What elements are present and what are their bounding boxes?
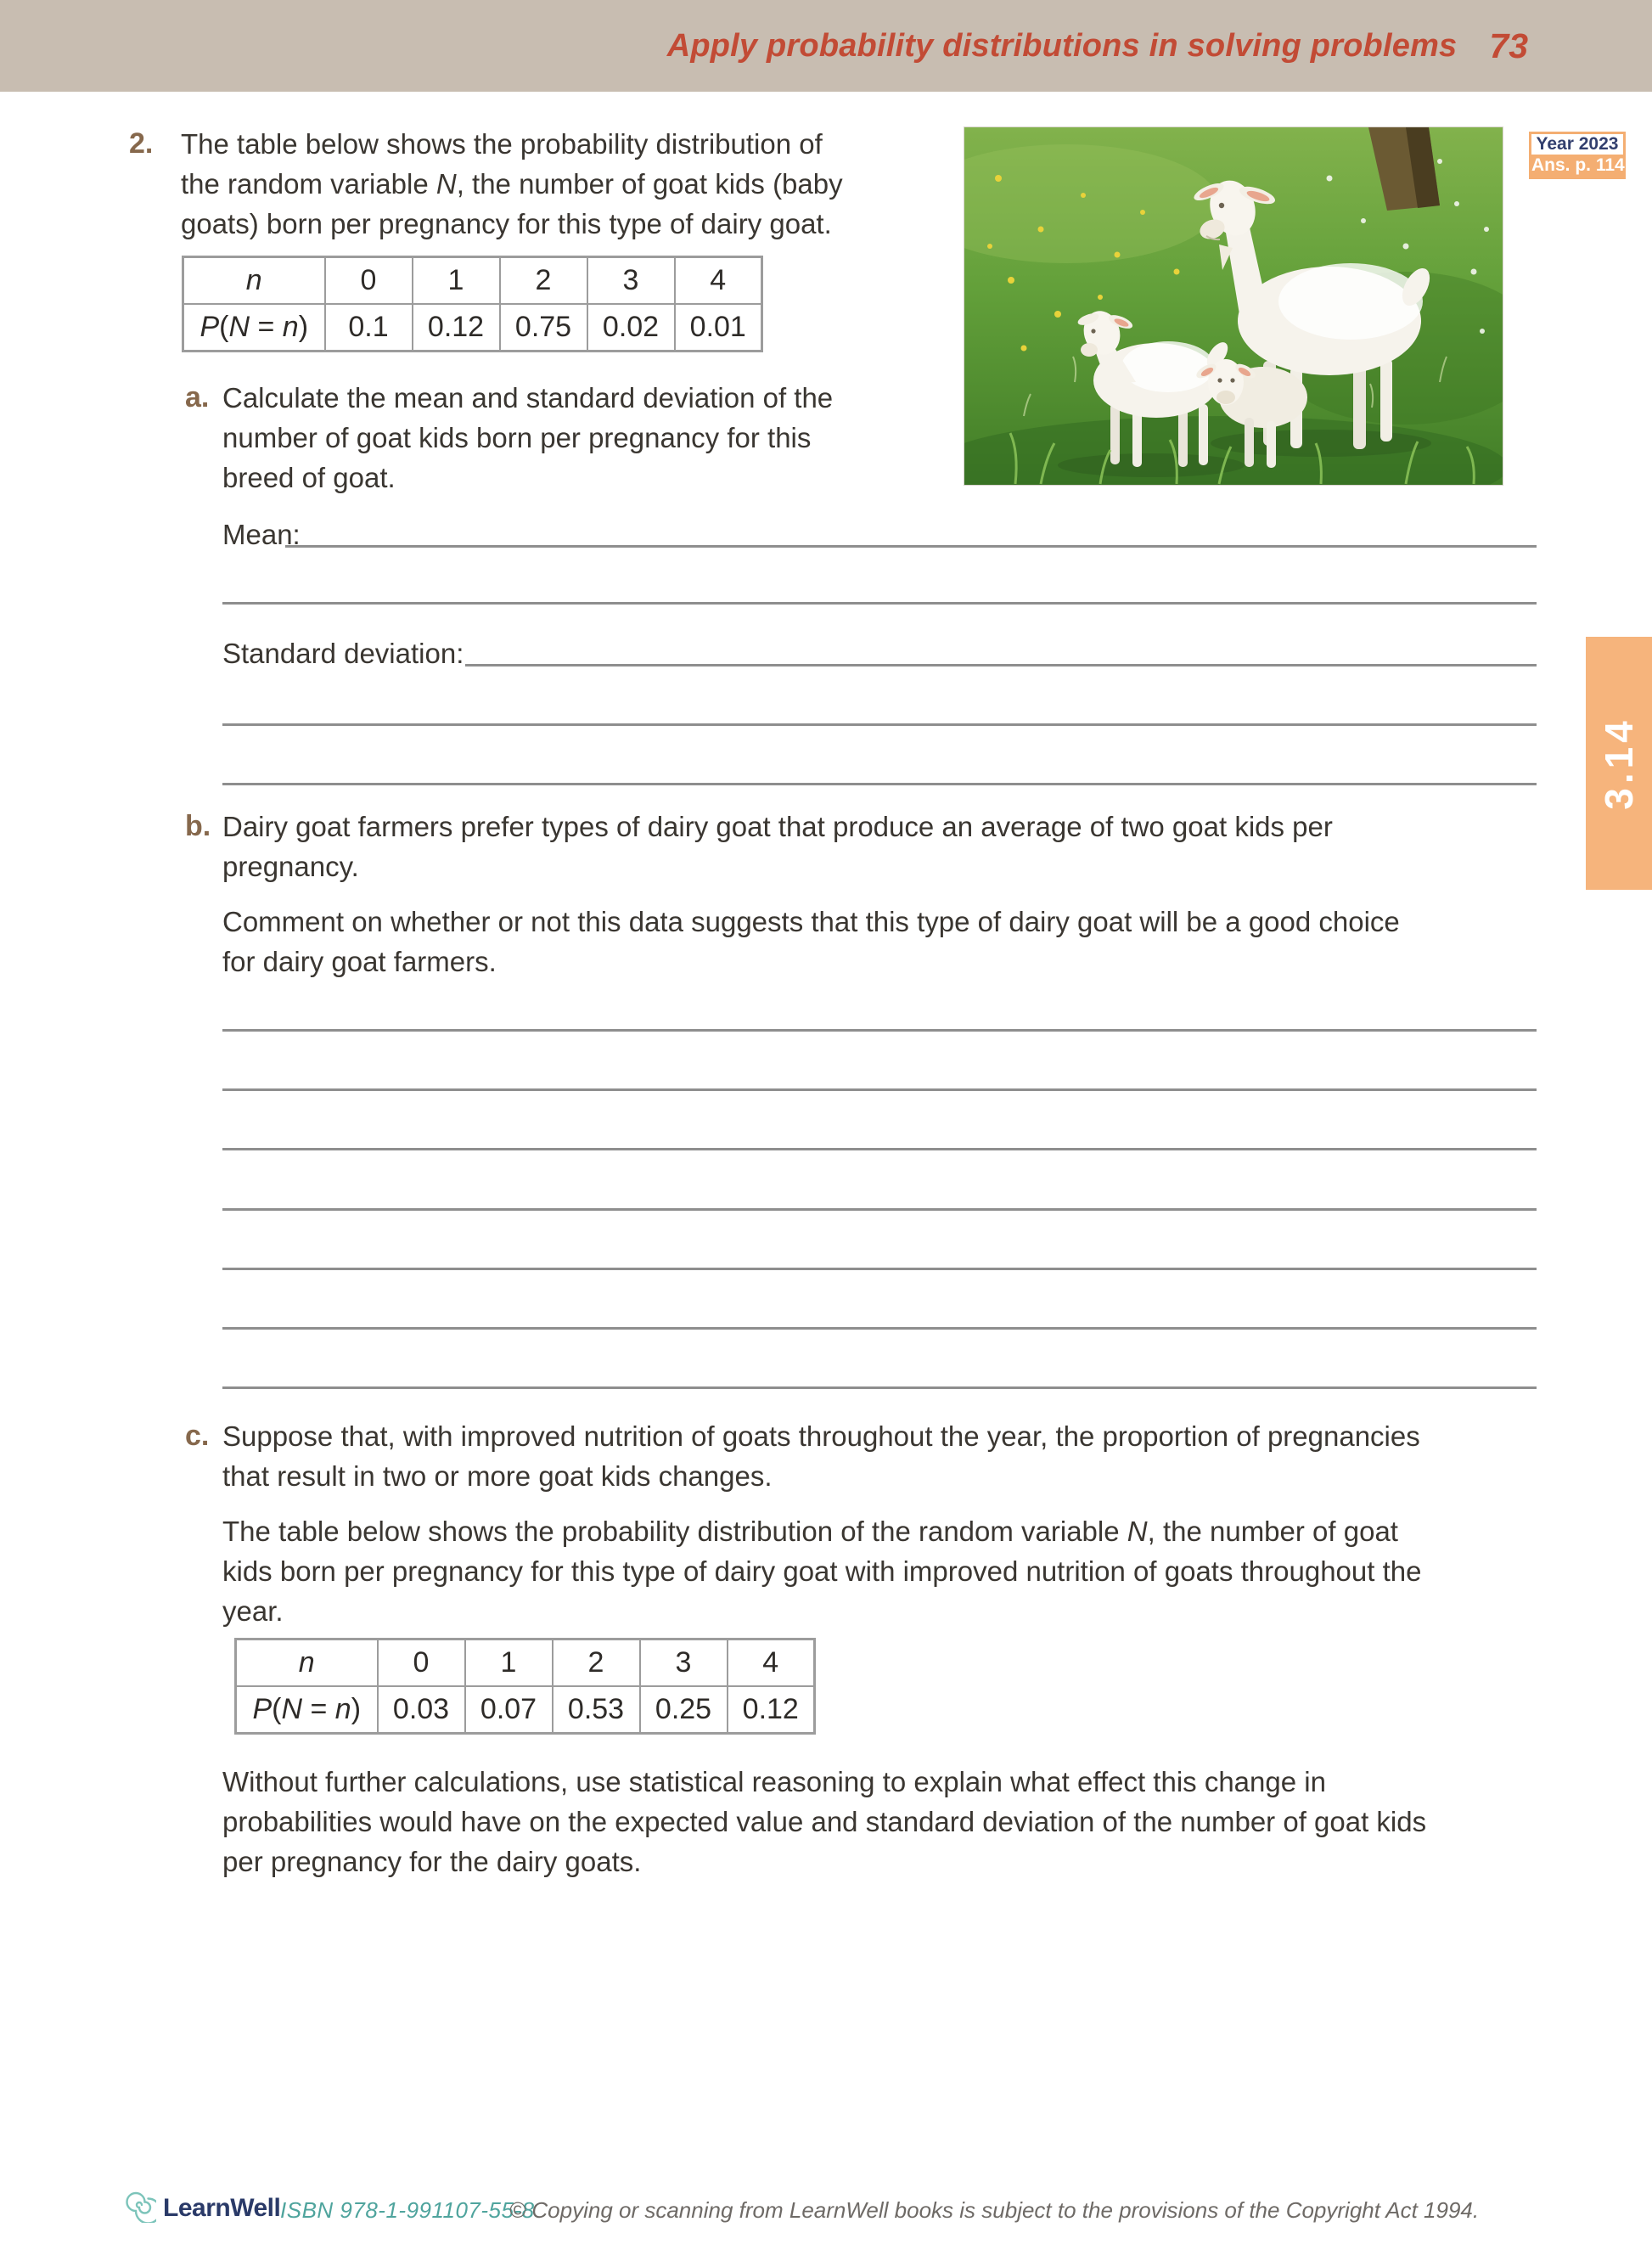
table-cell: 2 [500, 257, 587, 305]
page-title: Apply probability distributions in solving problems [666, 27, 1458, 64]
part-b-marker: b. [185, 810, 211, 842]
copyright-text: © Copying or scanning from LearnWell books is subject to the provisions of the Copyright Act 1994. [509, 2197, 1480, 2223]
part-c-marker: c. [185, 1420, 210, 1452]
section-tab-label: 3.14 [1597, 717, 1641, 810]
table-cell: 3 [640, 1640, 728, 1687]
part-c-line: per pregnancy for the dairy goats. [222, 1846, 642, 1877]
brand-name: LearnWell [163, 2194, 281, 2222]
part-a-line: breed of goat. [222, 462, 396, 493]
table-cell: 0.02 [587, 304, 675, 352]
part-c-line: year. [222, 1595, 284, 1627]
table-cell: n [183, 257, 325, 305]
table-cell: P(N = n) [183, 304, 325, 352]
question-intro-line: The table below shows the probability distribution of [181, 128, 823, 160]
part-c-line: Suppose that, with improved nutrition of goats throughout the year, the proportion of pregnancies [222, 1420, 1420, 1452]
table-row [236, 1640, 815, 1687]
goats-photo [964, 127, 1503, 486]
table-cell: P(N = n) [236, 1686, 378, 1734]
answer-line [222, 1029, 1537, 1032]
part-b-text-1 [222, 807, 1333, 886]
footer [0, 2189, 1652, 2231]
part-c-text-1 [222, 1416, 1420, 1496]
question-number: 2. [129, 127, 154, 160]
table-cell: 0.53 [553, 1686, 640, 1734]
table-row [183, 257, 762, 305]
answer-line [222, 1088, 1537, 1091]
answer-line [465, 664, 1537, 666]
answer-line [222, 1386, 1537, 1389]
mean-label: Mean: [222, 519, 301, 550]
table-row [236, 1686, 815, 1734]
table-cell: 1 [413, 257, 500, 305]
table-cell: 0.07 [465, 1686, 553, 1734]
part-c-line: Without further calculations, use statistical reasoning to explain what effect this change in [222, 1766, 1326, 1797]
probability-table-1 [182, 256, 763, 352]
table-cell: 2 [553, 1640, 640, 1687]
part-c-line: probabilities would have on the expected value and standard deviation of the number of goat kids [222, 1806, 1427, 1837]
year-badge-label: Year 2023 [1531, 134, 1623, 155]
part-a-line: Calculate the mean and standard deviation of the [222, 382, 834, 413]
table-cell: n [236, 1640, 378, 1687]
answer-line [222, 602, 1537, 605]
header-band [0, 0, 1652, 92]
table-cell: 1 [465, 1640, 553, 1687]
part-c-text-2 [222, 1511, 1421, 1631]
table-row [183, 304, 762, 352]
probability-table-2 [234, 1638, 816, 1735]
table-cell: 3 [587, 257, 675, 305]
table-cell: 0 [325, 257, 413, 305]
table-cell: 0.01 [675, 304, 762, 352]
answer-line [285, 545, 1537, 548]
answer-line [222, 783, 1537, 785]
part-a-text [222, 378, 833, 498]
part-b-line: Dairy goat farmers prefer types of dairy goat that produce an average of two goat kids per [222, 811, 1333, 842]
question-intro-line: goats) born per pregnancy for this type of dairy goat. [181, 208, 832, 239]
question-intro [181, 124, 843, 244]
year-answer-badge [1529, 132, 1626, 179]
standard-deviation-label: Standard deviation: [222, 638, 464, 669]
table-cell: 0 [378, 1640, 465, 1687]
part-c-text-3 [222, 1762, 1426, 1881]
isbn-text: ISBN 978-1-991107-55-8 [280, 2197, 535, 2223]
page-number: 73 [1489, 25, 1528, 65]
part-a-line: number of goat kids born per pregnancy for this [222, 422, 812, 453]
part-a-marker: a. [185, 381, 210, 413]
table-cell: 0.03 [378, 1686, 465, 1734]
table-cell: 4 [728, 1640, 815, 1687]
part-c-line: kids born per pregnancy for this type of dairy goat with improved nutrition of goats throughout the [222, 1555, 1422, 1587]
section-tab [1586, 637, 1652, 890]
answer-line [222, 1148, 1537, 1150]
table-cell: 4 [675, 257, 762, 305]
part-b-line: for dairy goat farmers. [222, 946, 497, 977]
answer-line [222, 1327, 1537, 1330]
learnwell-logo-icon [126, 2191, 156, 2227]
table-cell: 0.1 [325, 304, 413, 352]
answer-page-label: Ans. p. 114 [1531, 155, 1625, 175]
part-c-line: The table below shows the probability distribution of the random variable N, the number of goat [222, 1516, 1398, 1547]
answer-line [222, 1208, 1537, 1211]
part-b-text-2 [222, 902, 1400, 981]
table-cell: 0.12 [413, 304, 500, 352]
answer-line [222, 1268, 1537, 1270]
table-cell: 0.75 [500, 304, 587, 352]
part-c-line: that result in two or more goat kids changes. [222, 1460, 773, 1492]
part-b-line: pregnancy. [222, 851, 359, 882]
part-b-line: Comment on whether or not this data suggests that this type of dairy goat will be a good choice [222, 906, 1400, 937]
answer-line [222, 723, 1537, 726]
table-cell: 0.25 [640, 1686, 728, 1734]
table-cell: 0.12 [728, 1686, 815, 1734]
question-intro-line: the random variable N, the number of goat kids (baby [181, 168, 843, 200]
